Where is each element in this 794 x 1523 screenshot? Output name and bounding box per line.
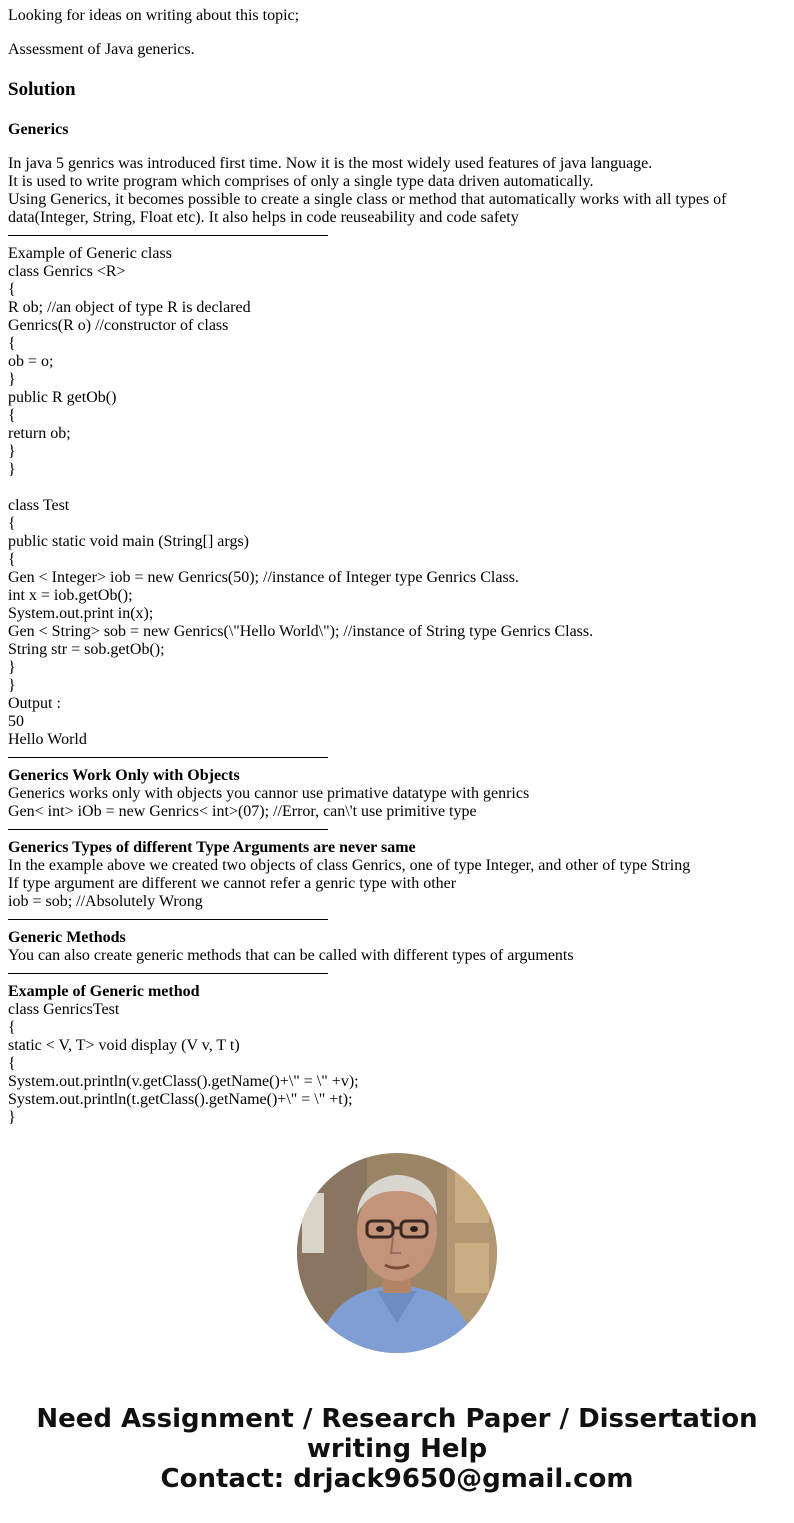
intro-line: It is used to write program which comprises of only a single type data driven automatically.: [8, 173, 594, 190]
question-topic: Assessment of Java generics.: [8, 41, 195, 58]
section-divider: [8, 829, 328, 830]
code-line: {: [8, 1019, 16, 1036]
code-line: }: [8, 659, 16, 676]
code-line: 50: [8, 713, 24, 730]
generic-class-example: [8, 245, 786, 749]
author-avatar: [297, 1153, 497, 1353]
code-line: System.out.println(v.getClass().getName()+\" = \" +v);: [8, 1073, 359, 1090]
author-portrait-image: [297, 1153, 497, 1353]
section-title: Generics Types of different Type Arguments are never same: [8, 839, 416, 856]
code-line: {: [8, 407, 16, 424]
solution-heading: Solution: [8, 79, 76, 100]
banner-line: writing Help: [306, 1434, 488, 1464]
code-line: Hello World: [8, 731, 87, 748]
document-body: [8, 7, 786, 1127]
code-line: }: [8, 677, 16, 694]
code-block: [8, 263, 786, 749]
section-line: Generics works only with objects you cannor use primative datatype with genrics: [8, 785, 530, 802]
code-line: Gen < Integer> iob = new Genrics(50); //instance of Integer type Genrics Class.: [8, 569, 519, 586]
section-divider: [8, 919, 328, 920]
section-title: Example of Generic method: [8, 983, 200, 1000]
code-line: return ob;: [8, 425, 71, 442]
code-line: int x = iob.getOb();: [8, 587, 133, 604]
code-line: {: [8, 551, 16, 568]
code-line: Gen < String> sob = new Genrics(\"Hello World\"); //instance of String type Genrics Class.: [8, 623, 594, 640]
intro-line: Using Generics, it becomes possible to create a single class or method that automatically works with all types of data(Integer, String, Float etc). It also helps in code reuseability and code safety: [8, 191, 727, 226]
objects-only-section: [8, 767, 786, 821]
banner-line: Need Assignment / Research Paper / Dissertation: [36, 1404, 758, 1434]
code-line: }: [8, 443, 16, 460]
code-line: class Test: [8, 497, 70, 514]
code-line: static < V, T> void display (V v, T t): [8, 1037, 240, 1054]
section-divider: [8, 973, 328, 974]
code-line: ob = o;: [8, 353, 54, 370]
section-divider: [8, 757, 328, 758]
code-line: }: [8, 1109, 16, 1126]
generic-method-example: [8, 983, 786, 1127]
code-line: String str = sob.getOb();: [8, 641, 165, 658]
section-line: You can also create generic methods that can be called with different types of arguments: [8, 947, 574, 964]
code-line: }: [8, 371, 16, 388]
code-line: }: [8, 461, 16, 478]
code-block: [8, 1001, 786, 1127]
code-line: public static void main (String[] args): [8, 533, 249, 550]
section-line: In the example above we created two objects of class Genrics, one of type Integer, and other of type String: [8, 857, 691, 874]
code-line: Genrics(R o) //constructor of class: [8, 317, 229, 334]
question-prompt: Looking for ideas on writing about this topic;: [8, 7, 300, 24]
type-arguments-section: [8, 839, 786, 911]
intro-paragraph: [8, 155, 786, 227]
section-title: Generics Work Only with Objects: [8, 767, 240, 784]
code-line: class Genrics <R>: [8, 263, 126, 280]
generic-methods-section: [8, 929, 786, 965]
code-line: {: [8, 335, 16, 352]
code-line: Output :: [8, 695, 61, 712]
code-line: class GenricsTest: [8, 1001, 120, 1018]
code-line: {: [8, 515, 16, 532]
code-line: [8, 479, 786, 497]
section-divider: [8, 235, 328, 236]
code-line: public R getOb(): [8, 389, 117, 406]
section-title: Generic Methods: [8, 929, 126, 946]
code-line: System.out.print in(x);: [8, 605, 154, 622]
example-class-title: Example of Generic class: [8, 245, 172, 262]
code-line: {: [8, 281, 16, 298]
code-line: {: [8, 1055, 16, 1072]
generics-subheading: Generics: [8, 121, 69, 138]
intro-line: In java 5 genrics was introduced first time. Now it is the most widely used features of java language.: [8, 155, 653, 172]
section-line: Gen< int> iOb = new Genrics< int>(07); //Error, can\'t use primitive type: [8, 803, 477, 820]
contact-banner: [0, 1404, 794, 1494]
banner-contact: Contact: drjack9650@gmail.com: [160, 1464, 634, 1494]
section-line: If type argument are different we cannot refer a genric type with other: [8, 875, 457, 892]
code-line: R ob; //an object of type R is declared: [8, 299, 251, 316]
code-line: System.out.println(t.getClass().getName()+\" = \" +t);: [8, 1091, 353, 1108]
section-line: iob = sob; //Absolutely Wrong: [8, 893, 203, 910]
